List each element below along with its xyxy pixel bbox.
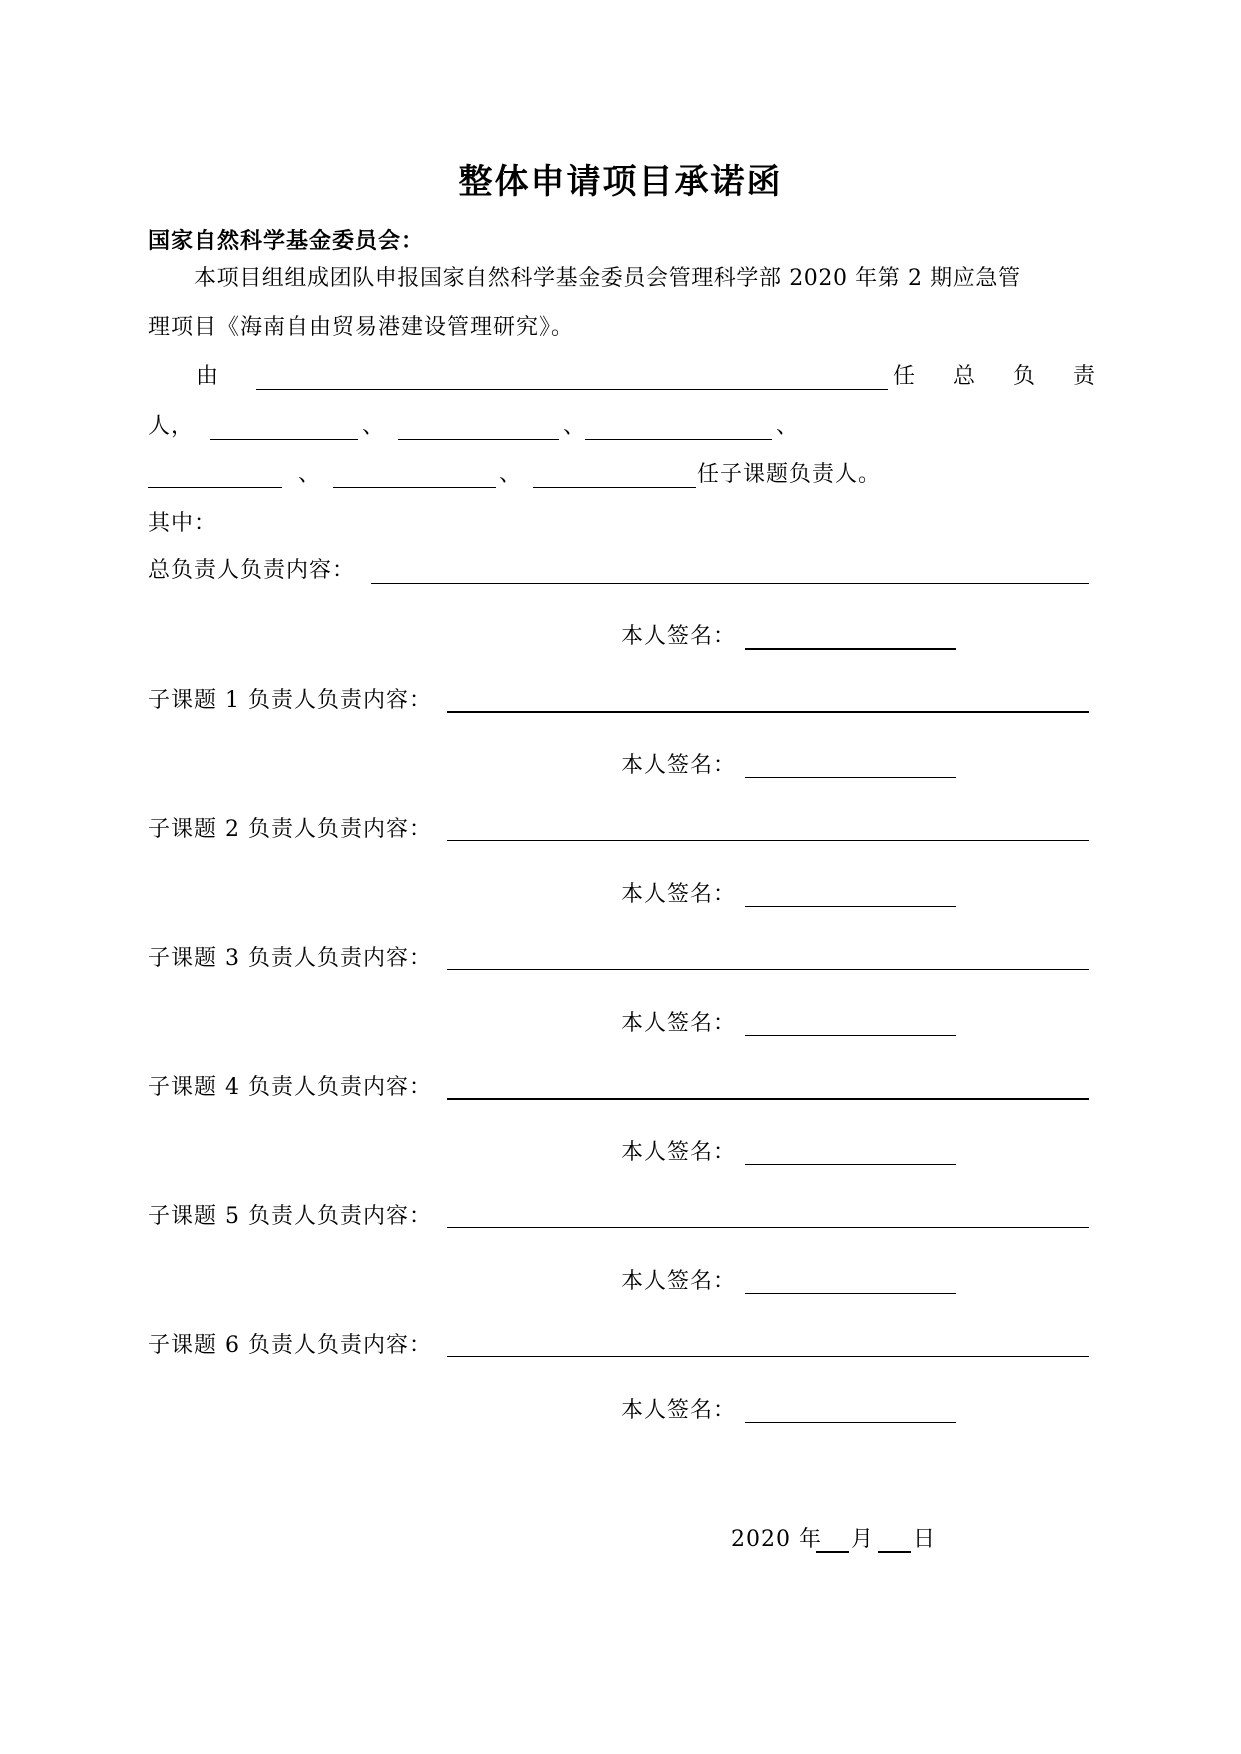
by-label: 由 (196, 364, 220, 389)
role-char-4: 责 (1073, 364, 1097, 389)
date-month-label: 月 (851, 1527, 875, 1552)
addressee: 国家自然科学基金委员会： (148, 228, 425, 254)
sub-leader-name-field-3[interactable] (585, 439, 772, 440)
subtopic-1-signature-field[interactable] (745, 777, 956, 778)
separator: 、 (563, 414, 587, 439)
general-leader-content-label: 总负责人负责内容： (148, 558, 356, 583)
subtopic-3-content-field[interactable] (447, 969, 1089, 970)
subtopic-4-signature-field[interactable] (745, 1164, 956, 1165)
among-label: 其中： (148, 511, 218, 536)
role-char-2: 总 (953, 364, 977, 389)
signature-label: 本人签名： (621, 1269, 737, 1294)
person-comma: 人， (148, 414, 195, 439)
subtopic-2-content-label: 子课题 2 负责人负责内容： (148, 817, 432, 842)
signature-label: 本人签名： (621, 1011, 737, 1036)
subtopic-6-signature-field[interactable] (745, 1422, 956, 1423)
subtopic-4-content-field[interactable] (447, 1098, 1089, 1100)
signature-label: 本人签名： (621, 753, 737, 778)
separator: 、 (362, 414, 386, 439)
signature-label: 本人签名： (621, 1398, 737, 1423)
date-day-field[interactable] (878, 1551, 911, 1553)
sub-leader-name-field-1[interactable] (210, 439, 358, 440)
separator: 、 (499, 462, 523, 487)
separator: 、 (298, 462, 322, 487)
sub-leader-name-field-6[interactable] (533, 487, 696, 488)
signature-label: 本人签名： (621, 624, 737, 649)
intro-line-1: 本项目组组成团队申报国家自然科学基金委员会管理科学部 2020 年第 2 期应急管 (194, 266, 1021, 291)
separator: 、 (776, 414, 800, 439)
role-char-1: 任 (893, 364, 917, 389)
page-title: 整体申请项目承诺函 (458, 162, 783, 202)
subtopic-5-content-field[interactable] (447, 1227, 1089, 1228)
general-leader-signature-field[interactable] (745, 648, 956, 650)
subtopic-6-content-label: 子课题 6 负责人负责内容： (148, 1333, 432, 1358)
sub-leader-name-field-2[interactable] (398, 439, 559, 440)
sub-leader-suffix: 任子课题负责人。 (697, 462, 882, 487)
sub-leader-name-field-5[interactable] (333, 487, 496, 488)
subtopic-4-content-label: 子课题 4 负责人负责内容： (148, 1075, 432, 1100)
intro-line-2: 理项目《海南自由贸易港建设管理研究》。 (148, 315, 575, 340)
date-month-field[interactable] (816, 1551, 849, 1553)
general-leader-content-field[interactable] (371, 583, 1089, 584)
subtopic-3-signature-field[interactable] (745, 1035, 956, 1036)
subtopic-1-content-label: 子课题 1 负责人负责内容： (148, 688, 432, 713)
subtopic-3-content-label: 子课题 3 负责人负责内容： (148, 946, 432, 971)
sub-leader-name-field-4[interactable] (148, 487, 282, 488)
subtopic-5-content-label: 子课题 5 负责人负责内容： (148, 1204, 432, 1229)
subtopic-5-signature-field[interactable] (745, 1293, 956, 1294)
subtopic-1-content-field[interactable] (447, 711, 1089, 713)
date-year: 2020 年 (731, 1527, 822, 1552)
role-char-3: 负 (1013, 364, 1037, 389)
general-leader-name-field[interactable] (256, 389, 888, 390)
subtopic-6-content-field[interactable] (447, 1356, 1089, 1357)
subtopic-2-content-field[interactable] (447, 840, 1089, 841)
signature-label: 本人签名： (621, 1140, 737, 1165)
subtopic-2-signature-field[interactable] (745, 906, 956, 907)
date-day-label: 日 (913, 1527, 937, 1552)
signature-label: 本人签名： (621, 882, 737, 907)
